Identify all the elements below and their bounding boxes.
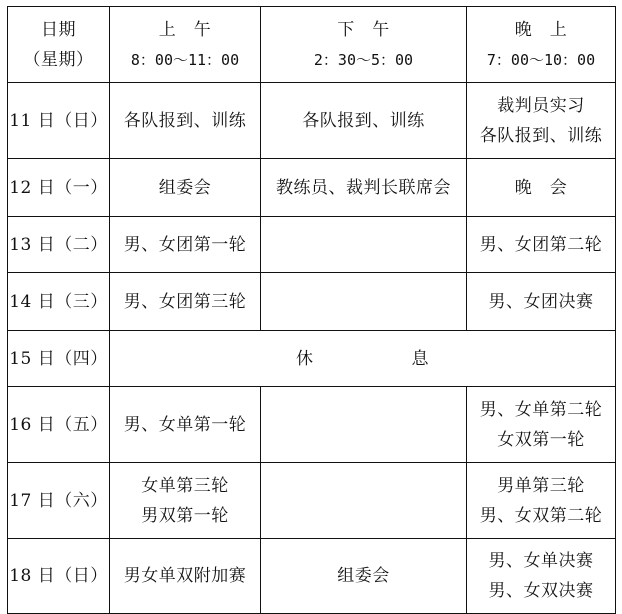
morning-line-2: 男双第一轮 bbox=[141, 505, 229, 526]
header-date-label: 日期 bbox=[41, 19, 76, 40]
afternoon-cell bbox=[261, 463, 467, 539]
competition-schedule-table bbox=[7, 6, 616, 614]
header-afternoon-cell bbox=[261, 7, 467, 83]
table-row bbox=[8, 159, 616, 217]
header-afternoon-label: 下 午 bbox=[337, 19, 390, 40]
morning-cell bbox=[110, 463, 261, 539]
evening-line-1: 男、女单决赛 bbox=[488, 551, 594, 571]
evening-line-1: 裁判员实习 bbox=[497, 95, 585, 116]
afternoon-cell bbox=[261, 387, 467, 463]
header-date-cell bbox=[8, 7, 110, 83]
header-evening-cell bbox=[467, 7, 616, 83]
header-evening-time: 7：00～10：00 bbox=[486, 50, 596, 69]
evening-line-2: 各队报到、训练 bbox=[479, 125, 603, 146]
afternoon-cell: 教练员、裁判长联席会 bbox=[261, 159, 467, 217]
date-cell: 11 日（日） bbox=[8, 83, 110, 159]
evening-line-2: 男、女双决赛 bbox=[488, 581, 594, 601]
morning-cell: 男、女团第一轮 bbox=[110, 217, 261, 273]
table-row bbox=[8, 539, 616, 614]
table-row bbox=[8, 331, 616, 387]
rest-day-cell bbox=[110, 331, 616, 387]
evening-cell bbox=[467, 83, 616, 159]
morning-cell: 组委会 bbox=[110, 159, 261, 217]
evening-cell: 男、女团第二轮 bbox=[467, 217, 616, 273]
evening-line-1: 男、女单第二轮 bbox=[479, 399, 603, 420]
date-cell: 13 日（二） bbox=[8, 217, 110, 273]
afternoon-cell bbox=[261, 273, 467, 331]
morning-line-1: 女单第三轮 bbox=[141, 475, 229, 496]
header-morning-time: 8：00～11：00 bbox=[130, 50, 240, 69]
date-cell: 17 日（六） bbox=[8, 463, 110, 539]
table-row bbox=[8, 217, 616, 273]
evening-cell bbox=[467, 539, 616, 614]
date-cell: 16 日（五） bbox=[8, 387, 110, 463]
header-weekday-label: （星期） bbox=[23, 49, 94, 70]
table-header-row bbox=[8, 7, 616, 83]
evening-cell: 晚 会 bbox=[467, 159, 616, 217]
morning-cell: 各队报到、训练 bbox=[110, 83, 261, 159]
evening-line-2: 男、女双第二轮 bbox=[479, 505, 603, 526]
table-row bbox=[8, 273, 616, 331]
date-cell: 14 日（三） bbox=[8, 273, 110, 331]
header-morning-cell bbox=[110, 7, 261, 83]
evening-line-2: 女双第一轮 bbox=[497, 429, 585, 450]
date-cell: 12 日（一） bbox=[8, 159, 110, 217]
table-row bbox=[8, 83, 616, 159]
morning-cell: 男、女单第一轮 bbox=[110, 387, 261, 463]
morning-cell: 男、女团第三轮 bbox=[110, 273, 261, 331]
date-cell: 15 日（四） bbox=[8, 331, 110, 387]
header-evening-label: 晚 上 bbox=[514, 19, 568, 40]
evening-cell bbox=[467, 463, 616, 539]
evening-line-1: 男单第三轮 bbox=[497, 475, 585, 496]
evening-cell bbox=[467, 387, 616, 463]
morning-cell: 男女单双附加赛 bbox=[110, 539, 261, 614]
evening-cell: 男、女团决赛 bbox=[467, 273, 616, 331]
rest-char-2: 息 bbox=[411, 348, 429, 369]
rest-char-1: 休 bbox=[296, 348, 314, 369]
afternoon-cell: 各队报到、训练 bbox=[261, 83, 467, 159]
afternoon-cell: 组委会 bbox=[261, 539, 467, 614]
table-row bbox=[8, 387, 616, 463]
table-row bbox=[8, 463, 616, 539]
afternoon-cell bbox=[261, 217, 467, 273]
header-morning-label: 上 午 bbox=[158, 19, 212, 40]
date-cell: 18 日（日） bbox=[8, 539, 110, 614]
header-afternoon-time: 2：30～5：00 bbox=[313, 50, 414, 69]
